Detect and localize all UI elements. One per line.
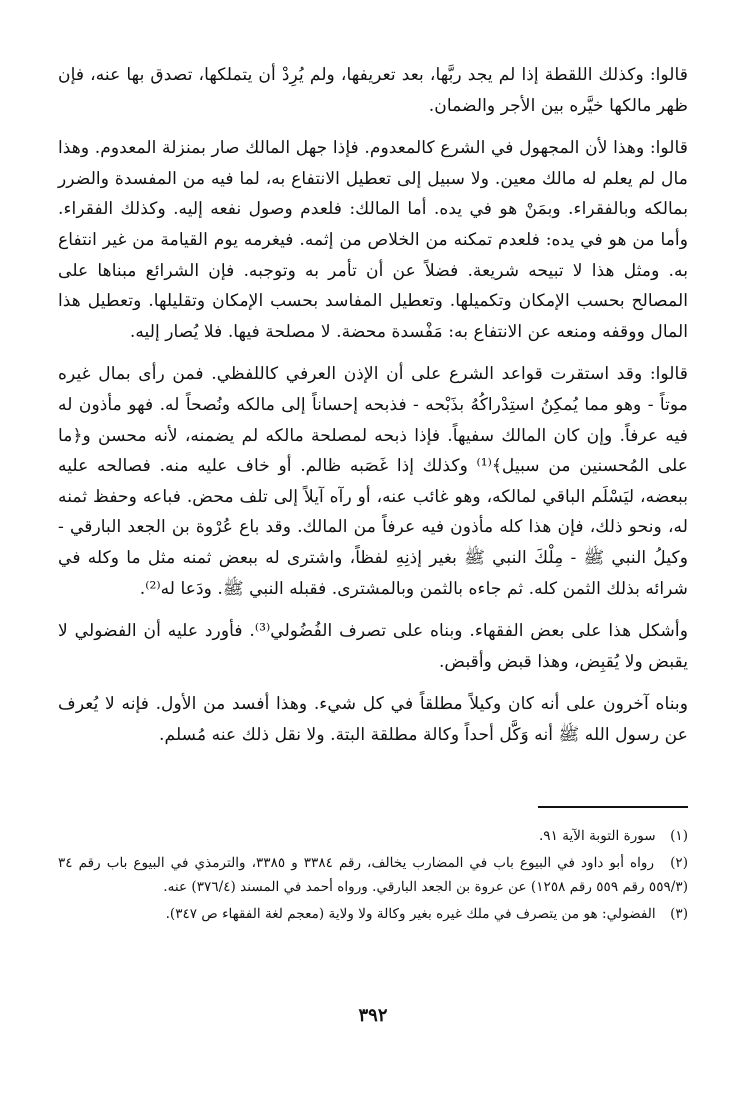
footnote-text: الفضولي: هو من يتصرف في ملك غيره بغير وكالة ولا ولاية (معجم لغة الفقهاء ص ٣٤٧). (165, 906, 656, 923)
book-page (58, 60, 688, 1104)
footnote-number: (٢) (670, 855, 689, 872)
paragraph-fuduli: وأشكل هذا على بعض الفقهاء. وبناه على تصرف الفُضُولي⁽³⁾. فأورد عليه أن الفضولي لا يقبض ولا يُقبِض، وهذا قبض وأقبض. (58, 621, 689, 672)
footnote-2 (58, 851, 688, 899)
footnote-divider (538, 806, 688, 808)
page-number: ٣٩٢ (358, 1005, 388, 1026)
paragraph-luqata: قالوا: وكذلك اللقطة إذا لم يجد ربَّها، بعد تعريفها، ولم يُرِدْ أن يتملكها، تصدق بها عنه، فإن ظهر مالكها خيَّره بين الأجر والضمان. (58, 65, 688, 116)
footnotes (58, 824, 688, 926)
footnote-3 (58, 902, 688, 926)
paragraph-customary-permission: قالوا: وقد استقرت قواعد الشرع على أن الإذن العرفي كاللفظي. فمن رأى بمال غيره موتاً - وهو مما يُمكِنُ استِدْراكُهُ بذَبْحه - فذبحه إحساناً إلى مالكه ونُصحاً له. فهو مأذون له فيه عرفاً. وإن كان المالك سفيهاً. فإذا ذبحه لمصلحة مالكه لم يضمنه، لأنه محسن و﴿ما على المُحسنين من سبيل﴾⁽¹⁾ وكذلك إذا غَصَبه ظالم. أو خاف عليه منه. فصالحه عليه ببعضه، ليَسْلَم الباقي لمالكه، وهو غائب عنه، أو رآه آيلاً إلى تلف محض. فباعه وحفظ ثمنه له، ونحو ذلك، فإن هذا كله مأذون فيه عرفاً من المالك. وقد باع عُرْوة بن الجعد البارقي - وكيلُ النبي ﷺ - مِلْكَ النبي ﷺ بغير إذنِهِ لفظاً، واشترى له ببعض ثمنه مثل ما وكله في شرائه بذلك الثمن كله. ثم جاءه بالثمن وبالمشترى. فقبله النبي ﷺ. ودَعا له⁽²⁾. (58, 364, 688, 599)
footnote-number: (٣) (670, 906, 688, 923)
footnote-text: سورة التوبة الآية ٩١. (538, 828, 656, 845)
paragraph-unknown-owner: قالوا: وهذا لأن المجهول في الشرع كالمعدوم. فإذا جهل المالك صار بمنزلة المعدوم. وهذا مال لم يعلم له مالك معين. ولا سبيل إلى تعطيل الانتفاع به، لما فيه من المفسدة والضرر بمالكه وبالفقراء. وبمَنْ هو في يده. أما المالك: فلعدم وصول نفعه إليه. وكذلك الفقراء. وأما من هو في يده: فلعدم تمكنه من الخلاص من إثمه. فيغرمه يوم القيامة من غير انتفاع به. ومثل هذا لا تبيحه شريعة. فضلاً عن أن تأمر به وتوجبه. فإن الشرائع مبناها على المصالح بحسب الإمكان وتكميلها. وتعطيل المفاسد بحسب الإمكان وتقليلها. وتعطيل هذا المال ووقفه ومنعه عن الانتفاع به: مَفْسدة محضة. لا مصلحة فيها. فلا يُصار إليه. (58, 138, 688, 342)
footnote-text: رواه أبو داود في البيوع باب في المضارب يخالف، رقم ٣٣٨٤ و ٣٣٨٥، والترمذي في البيوع باب رقم ٣٤ (٥٥٩/٣ رقم ٥٥٩ رقم ١٢٥٨) عن عروة بن الجعد البارقي. ورواه أحمد في المسند (٣٧٦/٤) عنه. (58, 855, 688, 896)
paragraph-general-agency: وبناه آخرون على أنه كان وكيلاً مطلقاً في كل شيء. وهذا أفسد من الأول. فإنه لا يُعرف عن رسول الله ﷺ أنه وَكَّل أحداً وكالة مطلقة البتة. ولا نقل ذلك عنه مُسلم. (58, 694, 688, 745)
footnote-1 (58, 824, 688, 848)
footnote-number: (١) (670, 828, 688, 845)
